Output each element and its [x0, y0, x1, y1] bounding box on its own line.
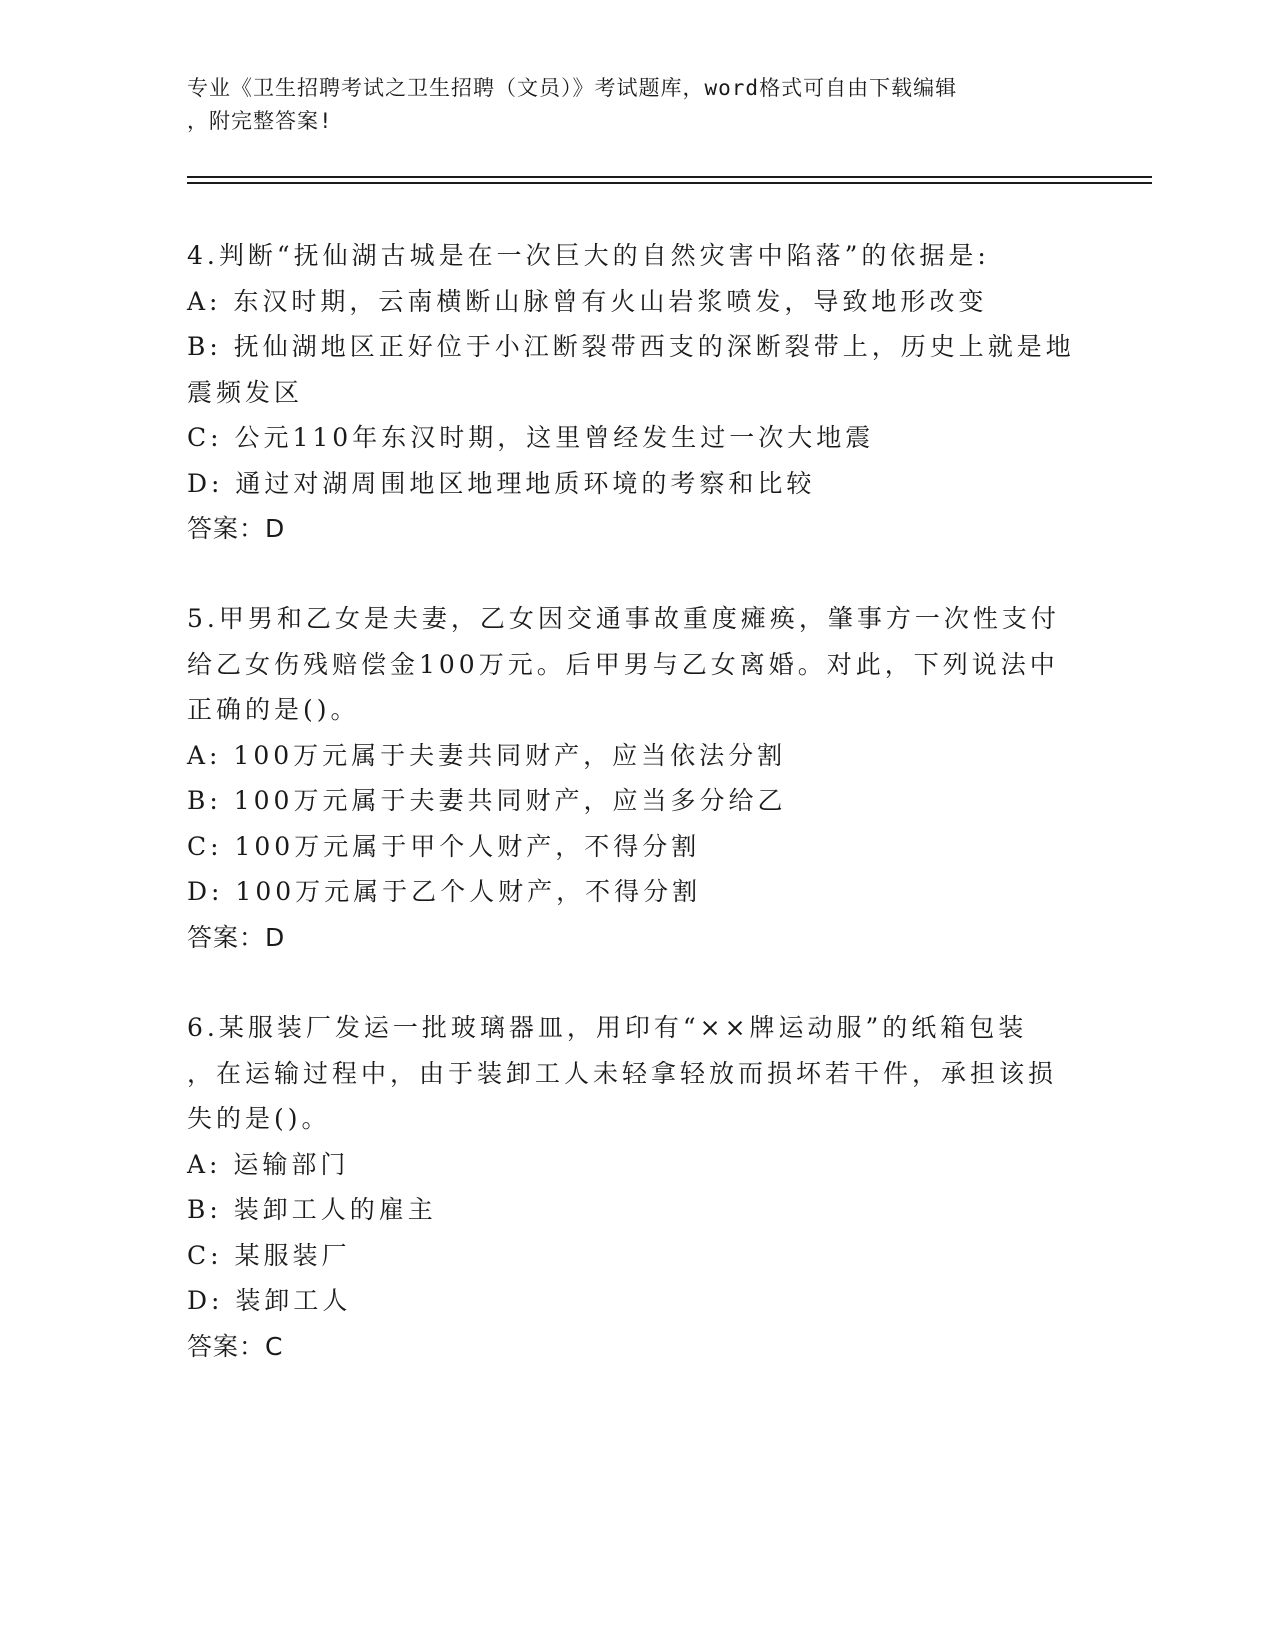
header-line: 专业《卫生招聘考试之卫生招聘（文员）》考试题库，word格式可自由下载编辑: [187, 76, 958, 100]
option-d: D: 100万元属于乙个人财产，不得分割: [187, 877, 702, 906]
option-c: C: 公元110年东汉时期，这里曾经发生过一次大地震: [187, 423, 875, 452]
option-a: A: 东汉时期，云南横断山脉曾有火山岩浆喷发，导致地形改变: [187, 286, 988, 316]
question-6: [187, 1005, 1087, 1369]
question-stem: 正确的是()。: [187, 695, 360, 724]
header-divider: [187, 176, 1152, 178]
question-4: [187, 233, 1087, 552]
option-a: A: 100万元属于夫妻共同财产，应当依法分割: [187, 740, 787, 770]
option-b: B: 装卸工人的雇主: [187, 1195, 437, 1224]
option-d: D: 装卸工人: [187, 1286, 352, 1315]
option-a: A: 运输部门: [187, 1149, 350, 1179]
option-d: D: 通过对湖周围地区地理地质环境的考察和比较: [187, 468, 816, 498]
question-5: [187, 596, 1087, 960]
question-stem: 给乙女伤残赔偿金100万元。后甲男与乙女离婚。对此，下列说法中: [187, 649, 1059, 679]
option-b-cont: 震频发区: [187, 377, 304, 407]
question-stem: 5.甲男和乙女是夫妻，乙女因交通事故重度瘫痪，肇事方一次性支付: [187, 604, 1060, 633]
question-stem: 失的是()。: [187, 1104, 331, 1133]
answer-label: 答案：D: [187, 922, 286, 952]
option-c: C: 某服装厂: [187, 1240, 351, 1270]
header-line: ，附完整答案!: [187, 109, 333, 133]
question-stem: ，在运输过程中，由于装卸工人未轻拿轻放而损坏若干件，承担该损: [187, 1058, 1058, 1088]
question-stem: 4.判断“抚仙湖古城是在一次巨大的自然灾害中陷落”的依据是:: [187, 241, 990, 270]
question-stem: 6.某服装厂发运一批玻璃器皿，用印有“××牌运动服”的纸箱包装: [187, 1013, 1028, 1042]
header-divider: [187, 182, 1152, 184]
answer-label: 答案：C: [187, 1331, 284, 1361]
document-header: [187, 72, 1087, 138]
option-b: B: 抚仙湖地区正好位于小江断裂带西支的深断裂带上，历史上就是地: [187, 332, 1075, 361]
option-c: C: 100万元属于甲个人财产，不得分割: [187, 831, 701, 861]
option-b: B: 100万元属于夫妻共同财产，应当多分给乙: [187, 786, 787, 815]
answer-label: 答案：D: [187, 514, 286, 543]
